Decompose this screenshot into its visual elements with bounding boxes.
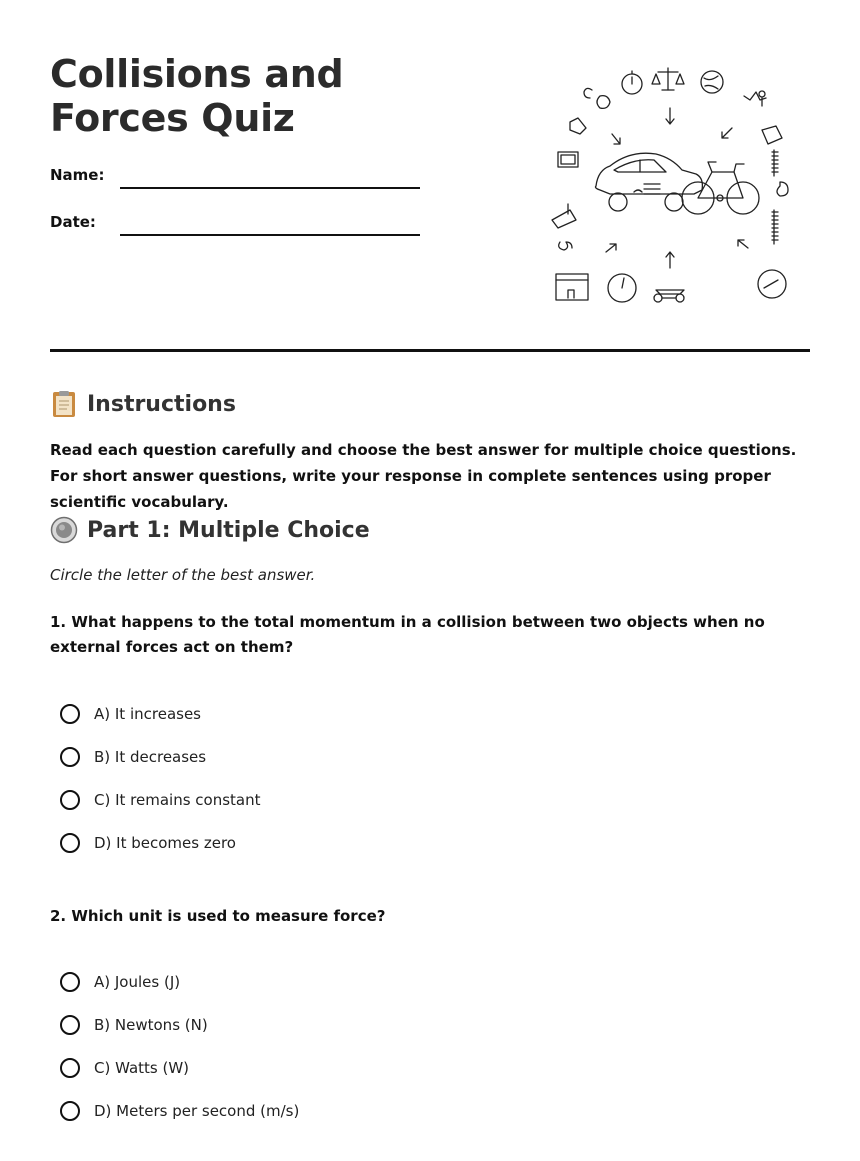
q1-option-b-radio[interactable] [60, 747, 80, 767]
question-2: 2. Which unit is used to measure force? [50, 907, 386, 925]
q2-option-c-label: C) Watts (W) [94, 1059, 190, 1077]
part1-heading [50, 516, 370, 544]
q1-option-a-label: A) It increases [94, 705, 201, 723]
q2-option-b-radio[interactable] [60, 1015, 80, 1035]
radio-button-icon [50, 516, 78, 544]
instructions-heading [50, 390, 236, 418]
name-label: Name: [50, 166, 105, 184]
q2-option-d-label: D) Meters per second (m/s) [94, 1102, 300, 1120]
q2-option-b[interactable] [60, 1015, 208, 1035]
clipboard-icon [50, 390, 78, 418]
q2-option-b-label: B) Newtons (N) [94, 1016, 208, 1034]
name-field-line[interactable] [120, 187, 420, 189]
part1-note: Circle the letter of the best answer. [50, 566, 316, 584]
q2-option-a-radio[interactable] [60, 972, 80, 992]
q2-option-a[interactable] [60, 972, 180, 992]
q2-option-d[interactable] [60, 1101, 299, 1121]
physics-doodle-illustration [540, 62, 800, 314]
date-field-line[interactable] [120, 234, 420, 236]
q2-option-c-radio[interactable] [60, 1058, 80, 1078]
q2-option-d-radio[interactable] [60, 1101, 80, 1121]
q1-option-d-label: D) It becomes zero [94, 834, 236, 852]
page-title: Collisions and Forces Quiz [50, 52, 344, 140]
q2-option-a-label: A) Joules (J) [94, 973, 181, 991]
q2-option-c[interactable] [60, 1058, 189, 1078]
q1-option-a[interactable] [60, 704, 201, 724]
q1-option-a-radio[interactable] [60, 704, 80, 724]
instructions-title: Instructions [87, 391, 236, 417]
q1-option-b[interactable] [60, 747, 206, 767]
header-divider [50, 349, 810, 352]
q1-option-c-label: C) It remains constant [94, 791, 261, 809]
q1-option-d[interactable] [60, 833, 236, 853]
part1-title: Part 1: Multiple Choice [87, 517, 370, 543]
instructions-text: Read each question carefully and choose the best answer for multiple choice questions. For short answer questions, write your response in complete sentences using proper scientific vocabulary. [50, 441, 797, 511]
q1-option-c-radio[interactable] [60, 790, 80, 810]
q1-option-d-radio[interactable] [60, 833, 80, 853]
q1-option-c[interactable] [60, 790, 261, 810]
question-1: 1. What happens to the total momentum in a collision between two objects when no external forces act on them? [50, 613, 765, 656]
date-label: Date: [50, 213, 96, 231]
q1-option-b-label: B) It decreases [94, 748, 207, 766]
